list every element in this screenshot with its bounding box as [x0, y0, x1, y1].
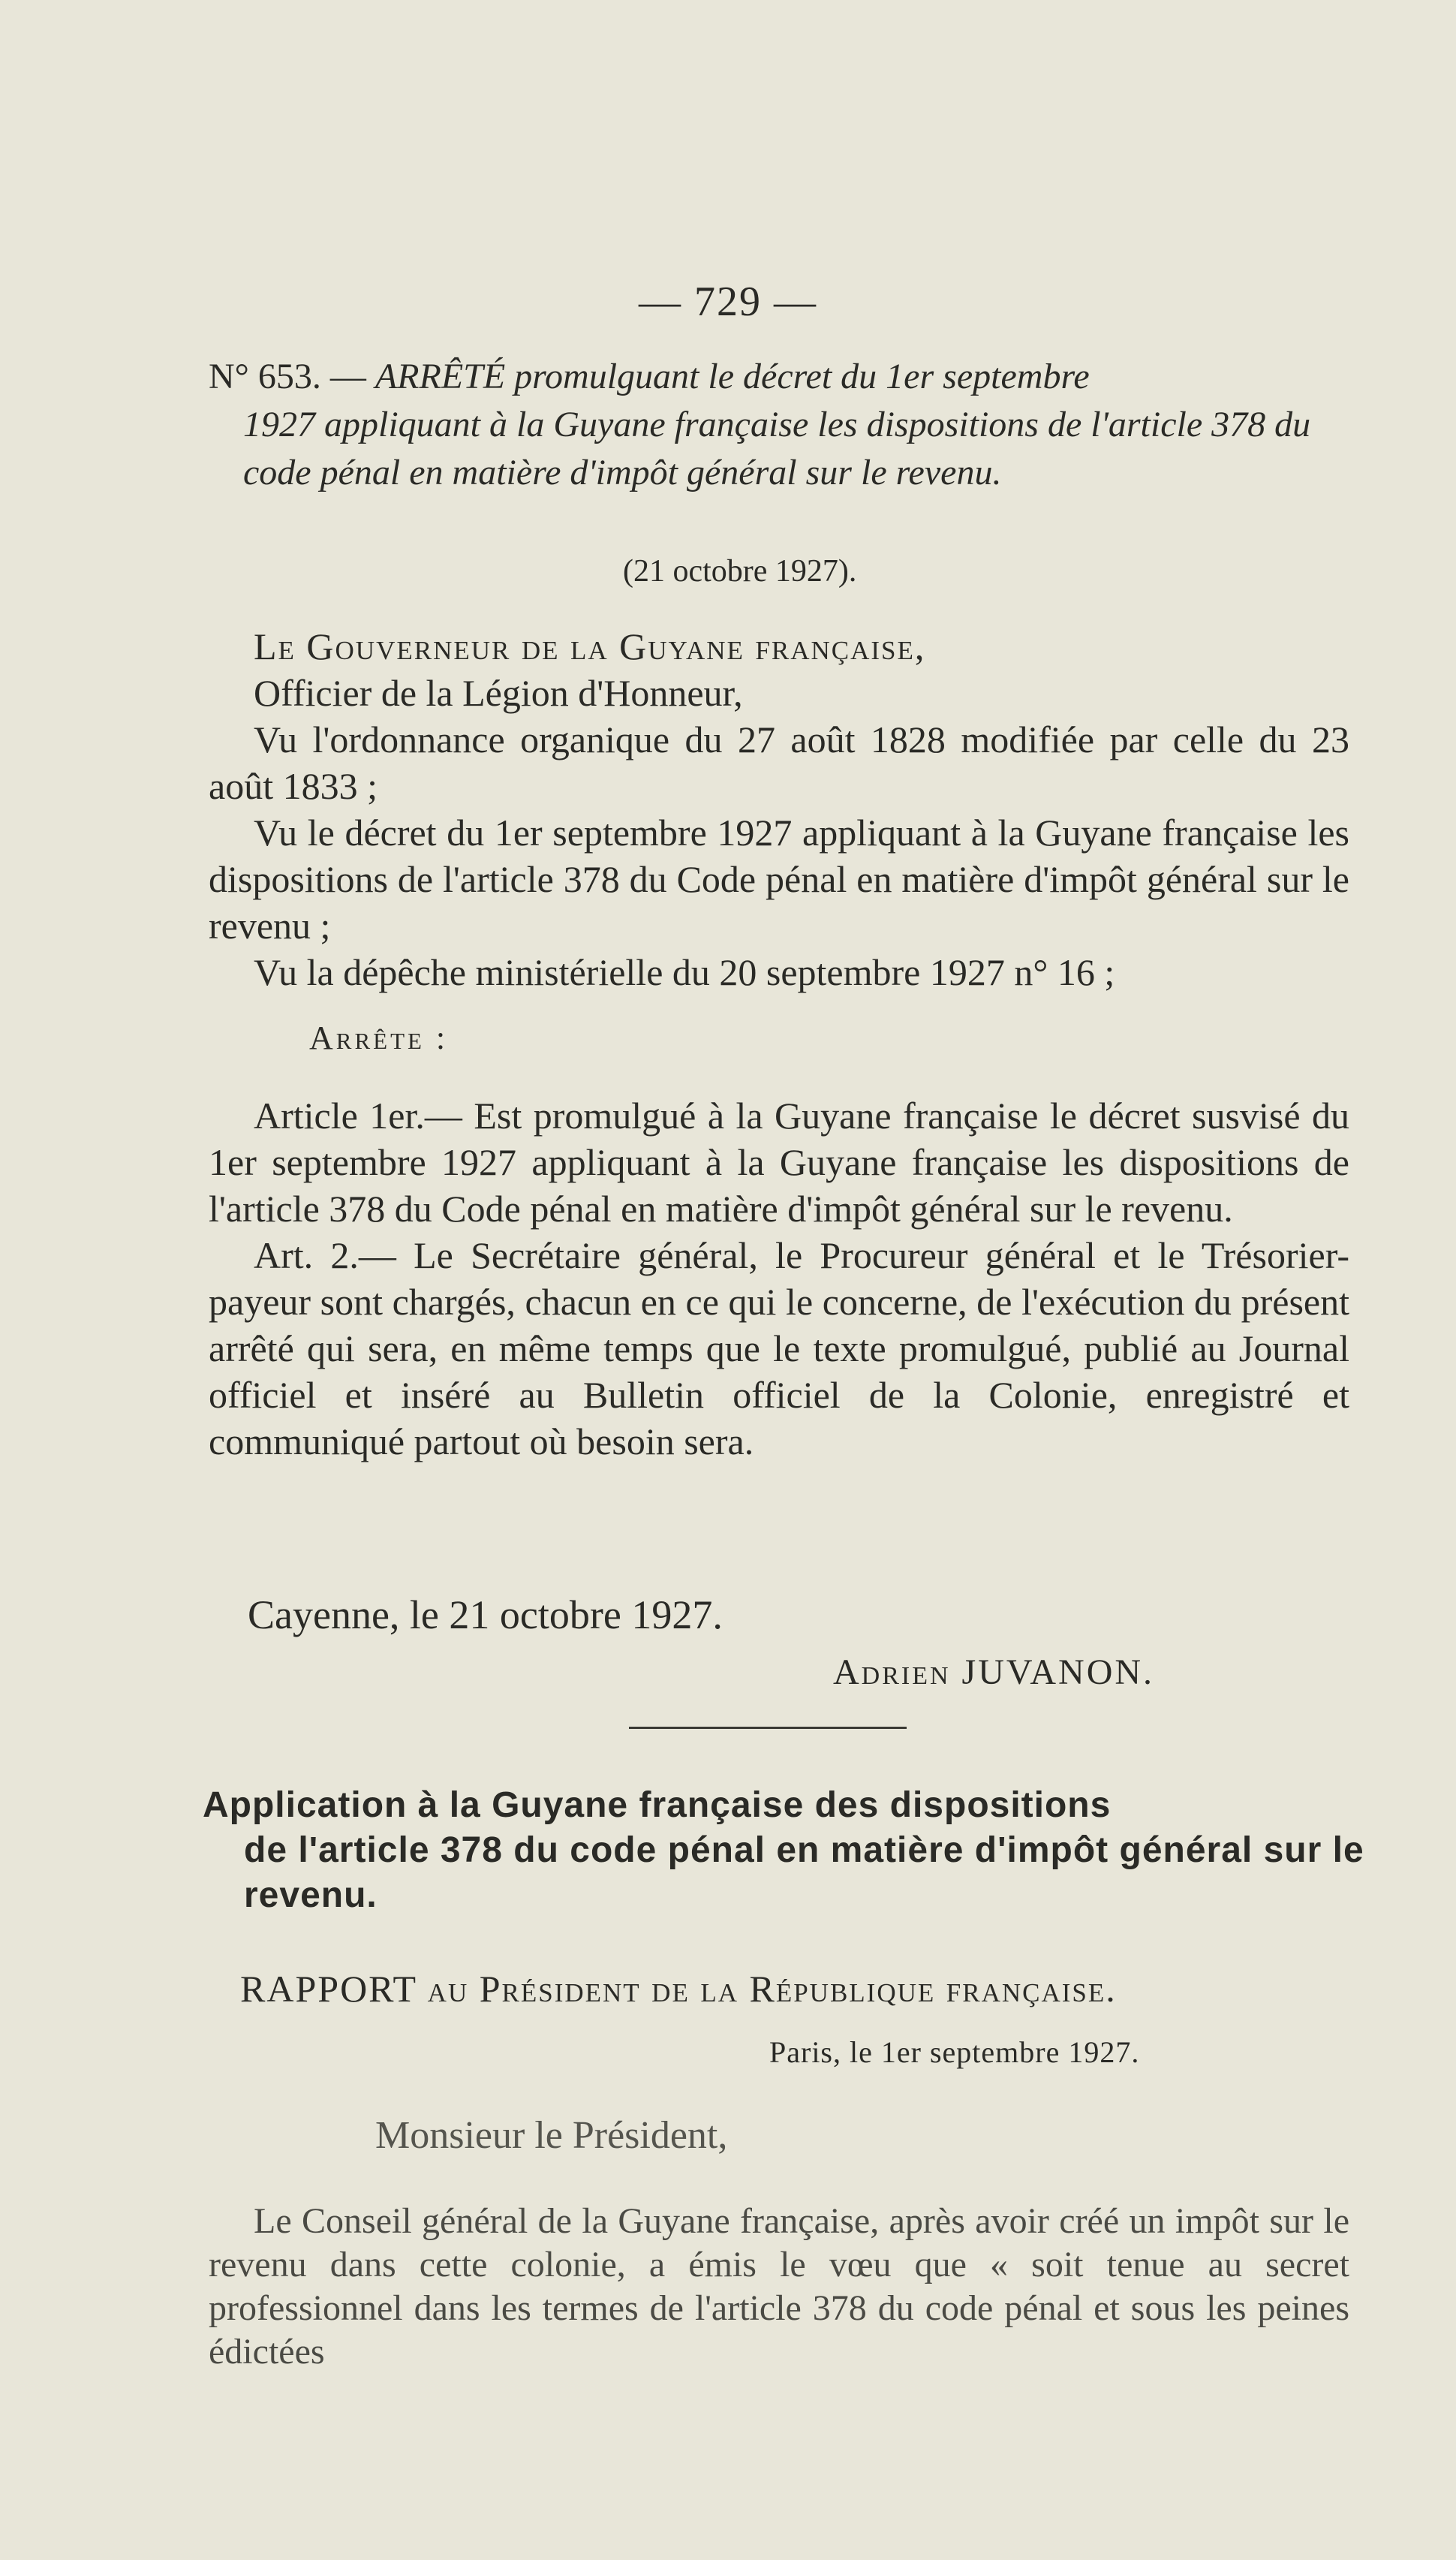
article-2: Art. 2.— Le Secrétaire général, le Procureur général et le Trésorier-payeur sont chargés, chacun en ce qui le concerne, de l'exécution du présent arrêté qui sera, en même temps que le texte promulgué, publié au Journal officiel et inséré au Bulletin officiel de la Colonie, enregistré et communiqué partout où besoin sera. — [209, 1234, 1349, 1462]
rapport-heading: RAPPORT au Président de la République française. — [240, 1968, 1117, 2010]
decree-title-continued: 1927 appliquant à la Guyane française les dispositions de l'article 378 du code pénal en matière d'impôt général sur le revenu. — [243, 405, 1311, 492]
articles — [209, 1092, 1349, 1465]
decree-title: ARRÊTÉ promulguant le décret du 1er septembre — [375, 357, 1090, 396]
section-title-line1: Application à la Guyane française des dispositions — [203, 1785, 1112, 1825]
preamble — [209, 623, 1349, 995]
rapport-body — [209, 2200, 1349, 2374]
decree-date: (21 octobre 1927). — [623, 554, 857, 589]
arrete-label: Arrête : — [309, 1019, 449, 1056]
rapport-paragraph: Le Conseil général de la Guyane française, après avoir créé un impôt sur le revenu dans cette colonie, a émis le vœu que « soit tenue au secret professionnel dans les termes de l'article 378 du code pénal et sous les peines édictées — [209, 2201, 1349, 2372]
decree-number: N° 653. — — [209, 357, 366, 396]
vu-ordonnance: Vu l'ordonnance organique du 27 août 1828 modifiée par celle du 23 août 1833 ; — [209, 718, 1349, 807]
rapport-date: Paris, le 1er septembre 1927. — [769, 2035, 1140, 2069]
governor-line: Le Gouverneur de la Guyane française, — [254, 625, 926, 667]
signature-name: Adrien JUVANON. — [833, 1652, 1155, 1692]
section-title — [203, 1783, 1366, 1918]
decree-heading — [209, 353, 1349, 497]
salutation: Monsieur le Président, — [375, 2114, 728, 2157]
signature-place-date: Cayenne, le 21 octobre 1927. — [248, 1592, 723, 1637]
page-number: — 729 — — [639, 279, 817, 325]
vu-depeche: Vu la dépêche ministérielle du 20 septembre 1927 n° 16 ; — [254, 951, 1115, 993]
section-divider — [629, 1727, 907, 1729]
section-title-rest: de l'article 378 du code pénal en matière d'impôt général sur le revenu. — [244, 1830, 1364, 1915]
article-1: Article 1er.— Est promulgué à la Guyane française le décret susvisé du 1er septembre 1927 appliquant à la Guyane française les dispositions de l'article 378 du Code pénal en matière d'impôt général sur le revenu. — [209, 1095, 1349, 1230]
officer-line: Officier de la Légion d'Honneur, — [254, 672, 743, 714]
vu-decret: Vu le décret du 1er septembre 1927 appliquant à la Guyane française les dispositions de l'article 378 du Code pénal en matière d'impôt général sur le revenu ; — [209, 812, 1349, 947]
